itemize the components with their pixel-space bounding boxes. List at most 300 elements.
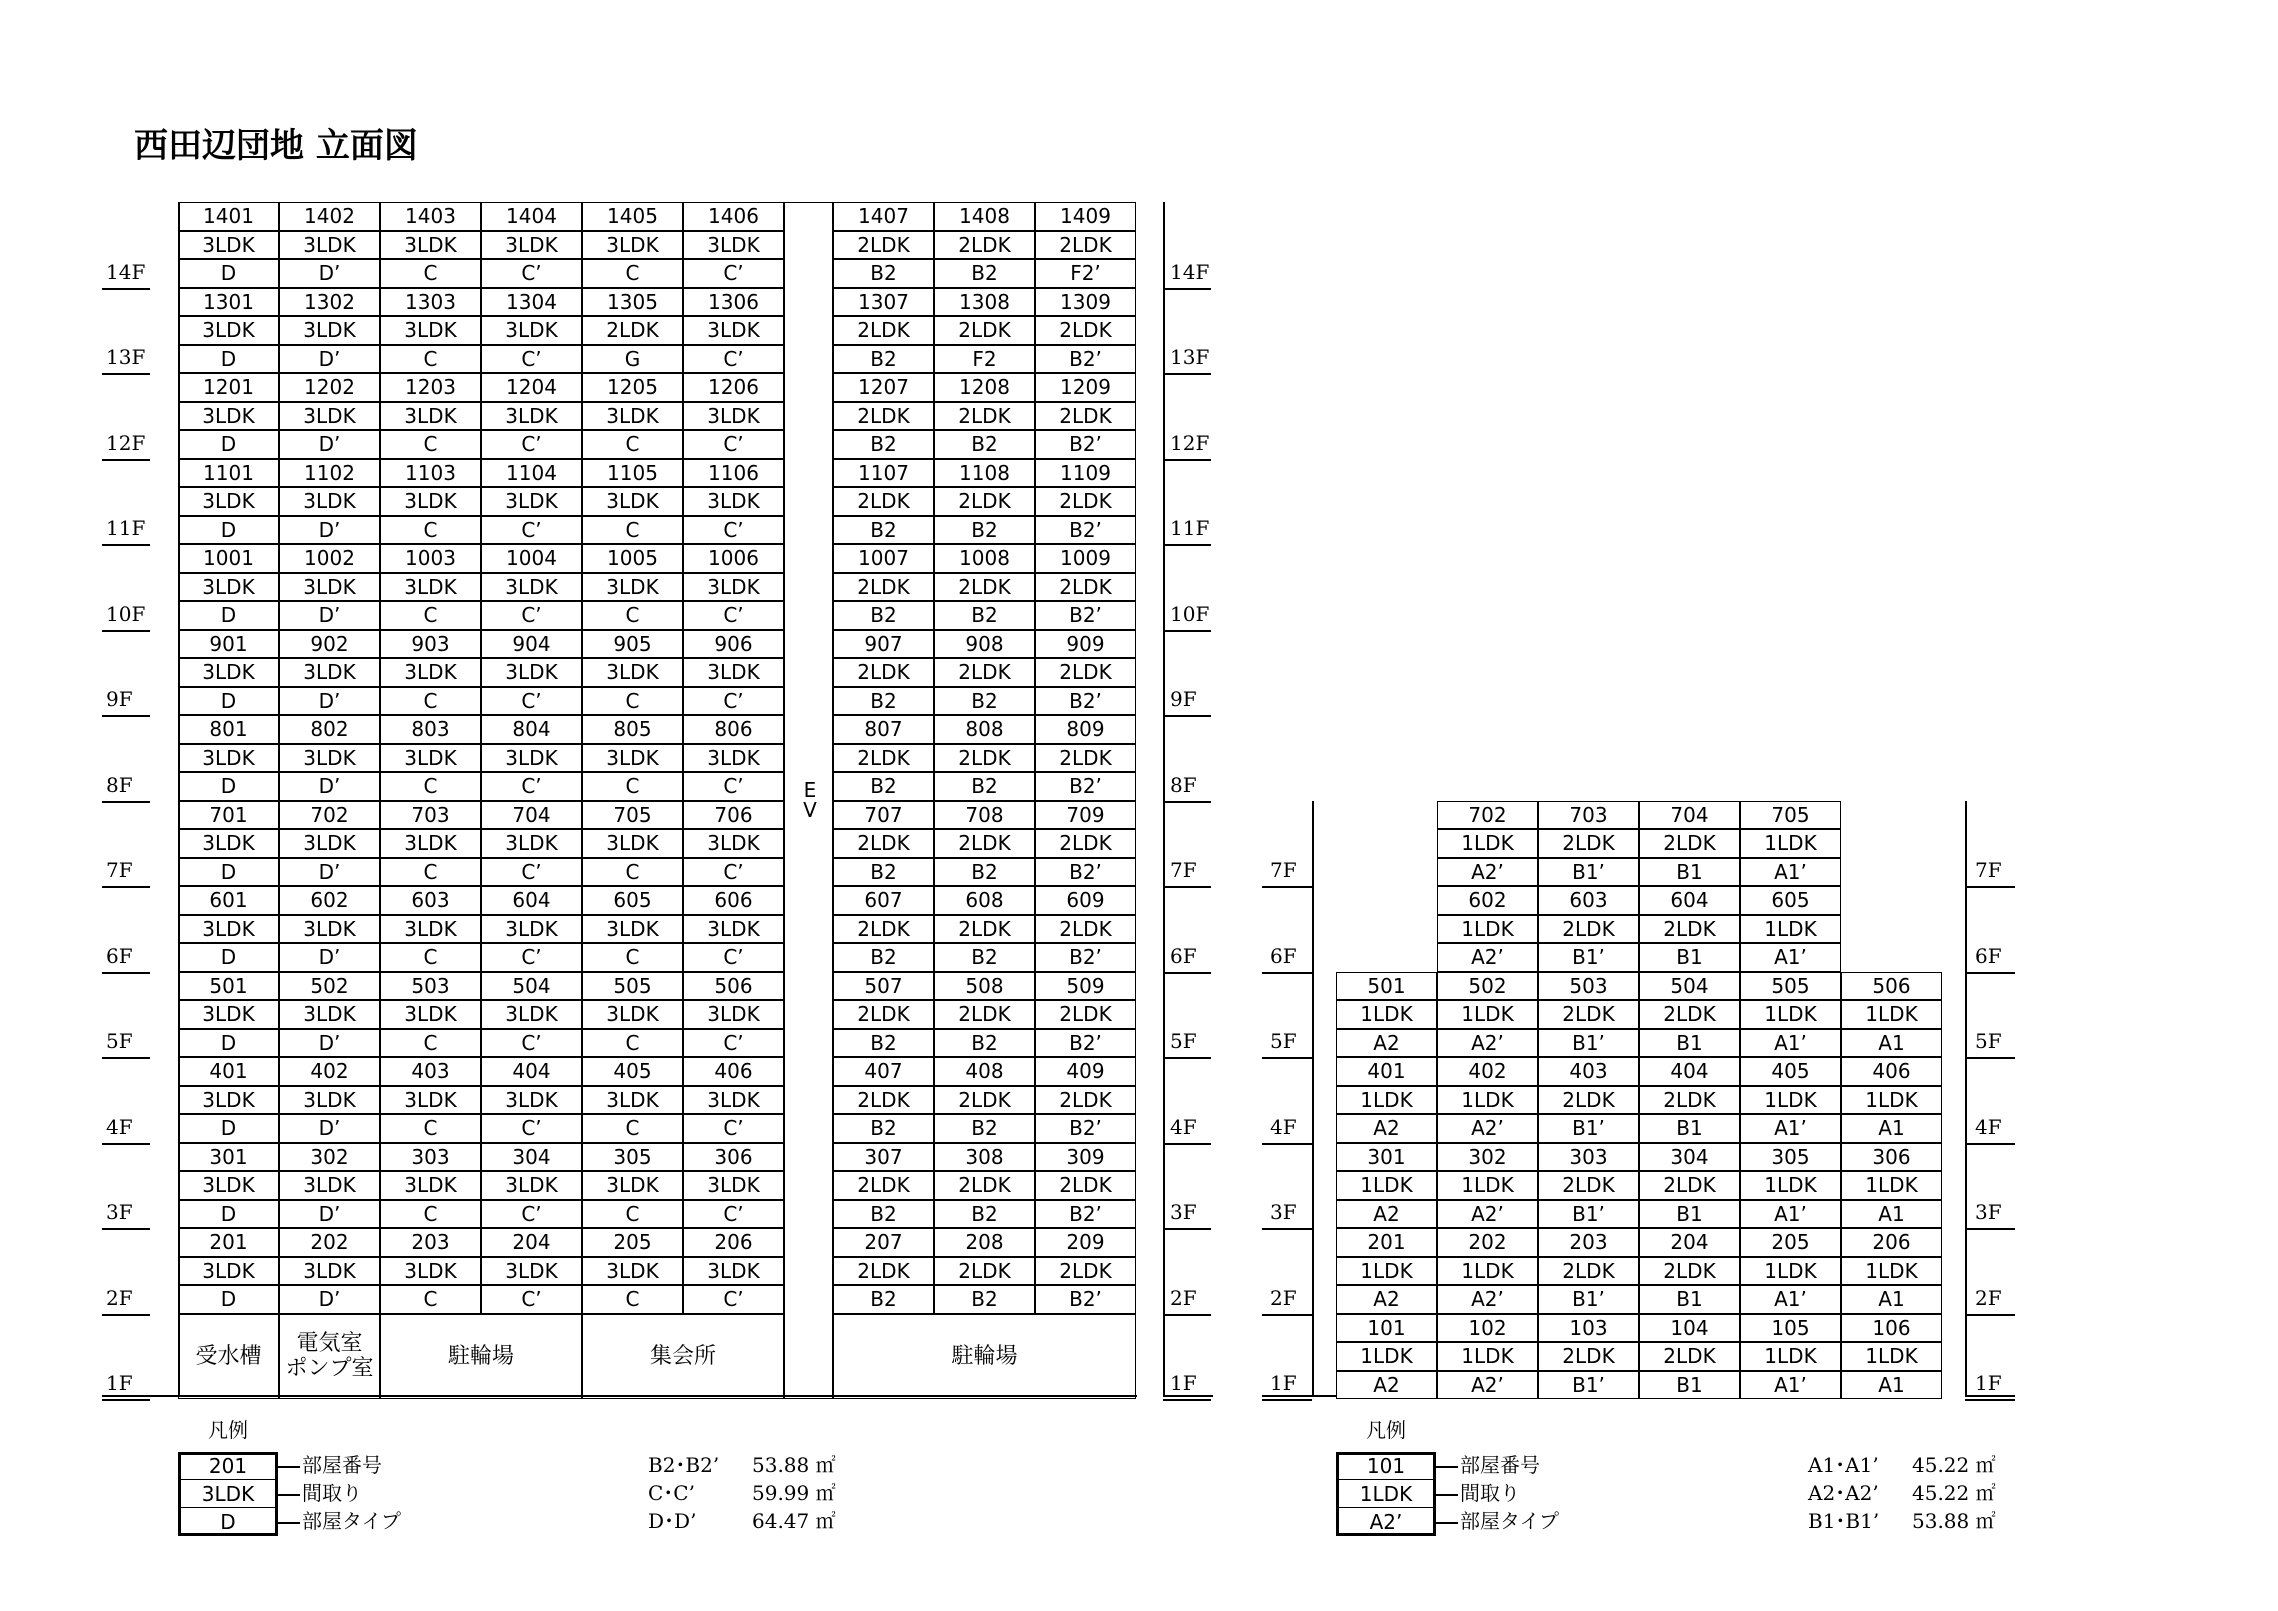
floor-tick <box>1965 1314 2015 1316</box>
room-number: 404 <box>481 1057 582 1086</box>
floor-tick <box>102 801 150 803</box>
room-number: 1201 <box>178 373 279 402</box>
room-type: B2 <box>934 516 1035 545</box>
room-number: 808 <box>934 715 1035 744</box>
floor-tick <box>102 1314 150 1316</box>
room-type: C <box>380 430 481 459</box>
room-layout: 1LDK <box>1841 1000 1942 1029</box>
room-layout: 2LDK <box>582 316 683 345</box>
room-type: B2 <box>833 687 934 716</box>
room-number: 1002 <box>279 544 380 573</box>
room-number: 603 <box>1538 886 1639 915</box>
room-type: C <box>380 1029 481 1058</box>
floor-label: 3F <box>106 1200 133 1224</box>
room-type: D’ <box>279 858 380 887</box>
room-layout: 3LDK <box>380 1171 481 1200</box>
room-type: C’ <box>481 430 582 459</box>
room-type: C <box>380 1114 481 1143</box>
room-type: B2 <box>833 1285 934 1314</box>
room-number: 303 <box>1538 1143 1639 1172</box>
room-number: 506 <box>1841 972 1942 1001</box>
room-type: B2’ <box>1035 687 1136 716</box>
room-layout: 2LDK <box>1035 1000 1136 1029</box>
floor-label: 7F <box>1270 858 1297 882</box>
room-number: 305 <box>1740 1143 1841 1172</box>
room-layout: 2LDK <box>1639 1000 1740 1029</box>
room-layout: 2LDK <box>934 1086 1035 1115</box>
room-layout: 2LDK <box>934 658 1035 687</box>
room-layout: 3LDK <box>380 316 481 345</box>
facility: 電気室 ポンプ室 <box>279 1314 380 1400</box>
room-layout: 3LDK <box>481 1257 582 1286</box>
room-layout: 3LDK <box>178 829 279 858</box>
room-number: 809 <box>1035 715 1136 744</box>
room-number: 205 <box>582 1228 683 1257</box>
room-number: 105 <box>1740 1314 1841 1343</box>
room-number: 104 <box>1639 1314 1740 1343</box>
floor-label: 5F <box>106 1029 133 1053</box>
room-type: B2 <box>934 1114 1035 1143</box>
room-layout: 2LDK <box>934 316 1035 345</box>
room-number: 101 <box>1336 1314 1437 1343</box>
room-type: B1 <box>1639 943 1740 972</box>
room-type: B2 <box>833 943 934 972</box>
room-number: 1305 <box>582 288 683 317</box>
room-layout: 3LDK <box>481 231 582 260</box>
floor-tick <box>1163 715 1211 717</box>
room-layout: 1LDK <box>1841 1086 1942 1115</box>
floor-tick <box>102 715 150 717</box>
room-layout: 1LDK <box>1437 829 1538 858</box>
room-layout: 3LDK <box>582 573 683 602</box>
room-layout: 3LDK <box>178 316 279 345</box>
room-number: 905 <box>582 630 683 659</box>
room-layout: 2LDK <box>1538 829 1639 858</box>
room-number: 308 <box>934 1143 1035 1172</box>
room-layout: 3LDK <box>380 487 481 516</box>
room-number: 1001 <box>178 544 279 573</box>
room-number: 402 <box>1437 1057 1538 1086</box>
room-type: C <box>582 516 683 545</box>
room-layout: 2LDK <box>934 231 1035 260</box>
room-layout: 3LDK <box>279 573 380 602</box>
room-type: C <box>380 1200 481 1229</box>
room-number: 806 <box>683 715 784 744</box>
room-layout: 3LDK <box>178 744 279 773</box>
floor-label: 3F <box>1975 1200 2002 1224</box>
room-number: 703 <box>1538 801 1639 830</box>
room-type: C’ <box>683 858 784 887</box>
facility: 受水槽 <box>178 1314 279 1400</box>
room-number: 404 <box>1639 1057 1740 1086</box>
room-number: 1404 <box>481 202 582 231</box>
floor-tick <box>1163 1399 1211 1401</box>
room-layout: 1LDK <box>1336 1257 1437 1286</box>
floor-tick <box>1163 373 1211 375</box>
floor-tick <box>1262 1399 1312 1401</box>
floor-tick <box>1262 1314 1312 1316</box>
room-layout: 3LDK <box>683 915 784 944</box>
legend-connector <box>1436 1494 1458 1496</box>
room-layout: 3LDK <box>582 402 683 431</box>
room-number: 1005 <box>582 544 683 573</box>
room-type: B2’ <box>1035 1285 1136 1314</box>
room-type: C’ <box>481 858 582 887</box>
room-layout: 2LDK <box>833 1171 934 1200</box>
room-type: B2 <box>833 430 934 459</box>
room-number: 405 <box>1740 1057 1841 1086</box>
room-layout: 3LDK <box>582 1000 683 1029</box>
room-number: 901 <box>178 630 279 659</box>
room-number: 702 <box>1437 801 1538 830</box>
legend-heading: 凡例 <box>208 1418 248 1442</box>
floor-label: 4F <box>106 1114 133 1139</box>
floor-tick <box>102 1143 150 1145</box>
room-type: C’ <box>481 345 582 374</box>
room-layout: 2LDK <box>1035 658 1136 687</box>
room-layout: 3LDK <box>481 1171 582 1200</box>
room-number: 301 <box>178 1143 279 1172</box>
facility: 集会所 <box>582 1314 784 1400</box>
room-number: 1108 <box>934 459 1035 488</box>
room-type: D’ <box>279 516 380 545</box>
room-type: G <box>582 345 683 374</box>
room-layout: 2LDK <box>1538 915 1639 944</box>
room-number: 1206 <box>683 373 784 402</box>
floor-tick <box>1163 1314 1211 1316</box>
room-number: 807 <box>833 715 934 744</box>
room-layout: 2LDK <box>833 1000 934 1029</box>
room-number: 801 <box>178 715 279 744</box>
room-type: C <box>582 772 683 801</box>
room-layout: 1LDK <box>1437 1257 1538 1286</box>
room-type: C <box>582 858 683 887</box>
room-type: D <box>178 430 279 459</box>
right-wall <box>1163 202 1165 1395</box>
floor-label: 7F <box>106 858 133 882</box>
room-type: B2’ <box>1035 772 1136 801</box>
room-number: 1205 <box>582 373 683 402</box>
room-layout: 2LDK <box>833 1257 934 1286</box>
room-layout: 2LDK <box>833 829 934 858</box>
floor-tick <box>1262 886 1312 888</box>
floor-tick <box>1163 630 1211 632</box>
room-type: D’ <box>279 601 380 630</box>
room-number: 1409 <box>1035 202 1136 231</box>
room-type: C <box>380 516 481 545</box>
right-wall-b <box>1965 801 1967 1395</box>
room-type: B2 <box>934 772 1035 801</box>
room-type: D <box>178 345 279 374</box>
floor-tick <box>102 886 150 888</box>
room-number: 1208 <box>934 373 1035 402</box>
room-layout: 1LDK <box>1740 1342 1841 1371</box>
floor-label: 11F <box>1170 516 1210 540</box>
room-type: B2 <box>833 1200 934 1229</box>
room-type: C’ <box>683 601 784 630</box>
floor-label: 8F <box>106 772 133 797</box>
room-number: 304 <box>1639 1143 1740 1172</box>
room-number: 601 <box>178 886 279 915</box>
room-type: B2’ <box>1035 516 1136 545</box>
room-number: 306 <box>683 1143 784 1172</box>
floor-tick <box>1163 1228 1211 1230</box>
room-number: 401 <box>1336 1057 1437 1086</box>
floor-label: 12F <box>1170 430 1210 455</box>
room-layout: 2LDK <box>1639 1342 1740 1371</box>
room-type: B2’ <box>1035 943 1136 972</box>
room-number: 501 <box>1336 972 1437 1001</box>
room-layout: 2LDK <box>833 487 934 516</box>
floor-tick <box>1965 1399 2015 1401</box>
floor-tick <box>102 373 150 375</box>
room-type: B2’ <box>1035 601 1136 630</box>
room-type: A1’ <box>1740 1285 1841 1314</box>
room-layout: 2LDK <box>1639 915 1740 944</box>
room-type: C <box>582 430 683 459</box>
room-layout: 3LDK <box>582 1257 683 1286</box>
floor-label: 4F <box>1270 1114 1297 1139</box>
room-number: 701 <box>178 801 279 830</box>
room-layout: 3LDK <box>380 1000 481 1029</box>
room-type: C <box>380 601 481 630</box>
room-type: C <box>380 259 481 288</box>
floor-tick <box>1163 288 1211 290</box>
legend-label: 部屋タイプ <box>302 1509 401 1533</box>
floor-label: 10F <box>106 601 146 626</box>
room-type: B1’ <box>1538 858 1639 887</box>
facility: 駐輪場 <box>380 1314 582 1400</box>
room-layout: 1LDK <box>1437 1171 1538 1200</box>
room-type: D’ <box>279 1285 380 1314</box>
room-number: 1102 <box>279 459 380 488</box>
room-layout: 2LDK <box>1639 1086 1740 1115</box>
room-layout: 1LDK <box>1437 1086 1538 1115</box>
room-type: B2’ <box>1035 1029 1136 1058</box>
room-layout: 2LDK <box>1035 316 1136 345</box>
room-layout: 3LDK <box>582 487 683 516</box>
room-layout: 2LDK <box>1035 402 1136 431</box>
room-type: D’ <box>279 772 380 801</box>
room-layout: 3LDK <box>481 316 582 345</box>
room-layout: 3LDK <box>380 1086 481 1115</box>
room-type: F2 <box>934 345 1035 374</box>
room-layout: 2LDK <box>934 573 1035 602</box>
room-layout: 2LDK <box>934 1171 1035 1200</box>
floor-label: 1F <box>1170 1371 1197 1395</box>
room-type: C <box>380 858 481 887</box>
room-number: 504 <box>1639 972 1740 1001</box>
room-layout: 3LDK <box>582 658 683 687</box>
room-layout: 3LDK <box>279 1000 380 1029</box>
room-number: 203 <box>380 1228 481 1257</box>
room-number: 302 <box>279 1143 380 1172</box>
room-layout: 2LDK <box>1035 744 1136 773</box>
room-layout: 1LDK <box>1740 1171 1841 1200</box>
floor-label: 10F <box>1170 601 1210 626</box>
room-number: 403 <box>380 1057 481 1086</box>
room-type: B2 <box>934 1029 1035 1058</box>
room-layout: 3LDK <box>279 402 380 431</box>
room-layout: 2LDK <box>934 1000 1035 1029</box>
floor-label: 5F <box>1270 1029 1297 1053</box>
room-layout: 2LDK <box>1639 1171 1740 1200</box>
room-layout: 2LDK <box>1639 829 1740 858</box>
floor-label: 2F <box>1975 1285 2002 1310</box>
room-type: A2’ <box>1437 943 1538 972</box>
legend-area-types: C･C’ <box>648 1481 695 1505</box>
room-layout: 3LDK <box>481 573 582 602</box>
room-type: D <box>178 772 279 801</box>
room-type: C’ <box>481 1114 582 1143</box>
room-type: B2’ <box>1035 1114 1136 1143</box>
floor-label: 6F <box>1270 943 1297 968</box>
room-type: B1’ <box>1538 1371 1639 1400</box>
room-number: 206 <box>1841 1228 1942 1257</box>
room-type: D <box>178 259 279 288</box>
ground-line-a <box>102 1395 1137 1397</box>
room-number: 502 <box>1437 972 1538 1001</box>
room-type: B2 <box>833 345 934 374</box>
room-number: 405 <box>582 1057 683 1086</box>
room-number: 1401 <box>178 202 279 231</box>
room-layout: 3LDK <box>683 1257 784 1286</box>
room-number: 509 <box>1035 972 1136 1001</box>
room-number: 1207 <box>833 373 934 402</box>
room-layout: 2LDK <box>833 573 934 602</box>
floor-label: 7F <box>1975 858 2002 882</box>
room-layout: 3LDK <box>380 402 481 431</box>
room-layout: 1LDK <box>1336 1000 1437 1029</box>
legend-sample-0: 101 <box>1336 1452 1436 1480</box>
room-type: B2 <box>833 516 934 545</box>
ground-line-b <box>1262 1395 1337 1397</box>
room-layout: 3LDK <box>380 829 481 858</box>
room-number: 708 <box>934 801 1035 830</box>
room-number: 608 <box>934 886 1035 915</box>
room-number: 502 <box>279 972 380 1001</box>
room-layout: 2LDK <box>1035 231 1136 260</box>
room-number: 804 <box>481 715 582 744</box>
room-type: C’ <box>683 259 784 288</box>
room-layout: 2LDK <box>833 915 934 944</box>
legend-connector <box>1436 1522 1458 1524</box>
room-layout: 1LDK <box>1740 1257 1841 1286</box>
room-number: 1309 <box>1035 288 1136 317</box>
floor-tick <box>1163 972 1211 974</box>
room-type: C’ <box>683 516 784 545</box>
room-type: D <box>178 858 279 887</box>
room-layout: 3LDK <box>683 658 784 687</box>
room-type: B2 <box>934 858 1035 887</box>
room-number: 1209 <box>1035 373 1136 402</box>
floor-tick <box>102 972 150 974</box>
room-layout: 3LDK <box>481 402 582 431</box>
room-type: B1’ <box>1538 1285 1639 1314</box>
room-layout: 2LDK <box>1639 1257 1740 1286</box>
room-layout: 2LDK <box>934 487 1035 516</box>
room-type: D’ <box>279 1200 380 1229</box>
room-number: 1003 <box>380 544 481 573</box>
room-number: 902 <box>279 630 380 659</box>
left-guide <box>178 202 180 1395</box>
room-layout: 3LDK <box>380 744 481 773</box>
room-number: 607 <box>833 886 934 915</box>
room-number: 205 <box>1740 1228 1841 1257</box>
floor-tick <box>1965 886 2015 888</box>
ground-line-a-right <box>1163 1395 1213 1397</box>
legend-area-types: A2･A2’ <box>1808 1481 1879 1505</box>
room-layout: 2LDK <box>934 829 1035 858</box>
floor-tick <box>1163 1143 1211 1145</box>
room-number: 602 <box>279 886 380 915</box>
floor-tick <box>1262 1228 1312 1230</box>
room-layout: 1LDK <box>1336 1342 1437 1371</box>
floor-label: 4F <box>1170 1114 1197 1139</box>
room-number: 1107 <box>833 459 934 488</box>
room-type: B1’ <box>1538 943 1639 972</box>
room-layout: 3LDK <box>279 658 380 687</box>
room-number: 604 <box>481 886 582 915</box>
room-type: C’ <box>683 1029 784 1058</box>
room-layout: 3LDK <box>380 915 481 944</box>
room-type: D <box>178 1200 279 1229</box>
room-layout: 3LDK <box>481 487 582 516</box>
room-layout: 3LDK <box>683 1171 784 1200</box>
room-layout: 2LDK <box>934 915 1035 944</box>
room-number: 802 <box>279 715 380 744</box>
room-layout: 1LDK <box>1336 1171 1437 1200</box>
room-layout: 3LDK <box>380 1257 481 1286</box>
room-number: 603 <box>380 886 481 915</box>
room-number: 906 <box>683 630 784 659</box>
room-layout: 2LDK <box>1035 1171 1136 1200</box>
room-layout: 2LDK <box>1538 1342 1639 1371</box>
room-layout: 2LDK <box>833 658 934 687</box>
room-type: B2 <box>934 1200 1035 1229</box>
room-type: D’ <box>279 259 380 288</box>
room-layout: 3LDK <box>380 573 481 602</box>
legend-area-value: 45.22 ㎡ <box>1912 1453 1996 1477</box>
room-layout: 3LDK <box>683 829 784 858</box>
ground-line-b-right <box>1965 1395 2015 1397</box>
room-type: D <box>178 687 279 716</box>
room-type: B2 <box>934 943 1035 972</box>
room-layout: 3LDK <box>481 1086 582 1115</box>
floor-tick <box>1163 544 1211 546</box>
room-type: D <box>178 516 279 545</box>
room-type: C’ <box>481 1029 582 1058</box>
legend-sample-1: 1LDK <box>1336 1480 1436 1508</box>
room-type: C’ <box>481 516 582 545</box>
room-type: B2 <box>833 1029 934 1058</box>
legend-connector <box>278 1522 300 1524</box>
room-type: B2 <box>934 687 1035 716</box>
legend-area-value: 64.47 ㎡ <box>752 1509 836 1533</box>
room-layout: 3LDK <box>683 231 784 260</box>
room-type: D <box>178 1285 279 1314</box>
legend-sample-2: D <box>220 1510 236 1534</box>
room-layout: 3LDK <box>279 231 380 260</box>
room-number: 1104 <box>481 459 582 488</box>
room-number: 306 <box>1841 1143 1942 1172</box>
room-number: 1004 <box>481 544 582 573</box>
room-type: C’ <box>683 430 784 459</box>
room-number: 1304 <box>481 288 582 317</box>
room-layout: 3LDK <box>380 658 481 687</box>
room-number: 302 <box>1437 1143 1538 1172</box>
room-number: 909 <box>1035 630 1136 659</box>
